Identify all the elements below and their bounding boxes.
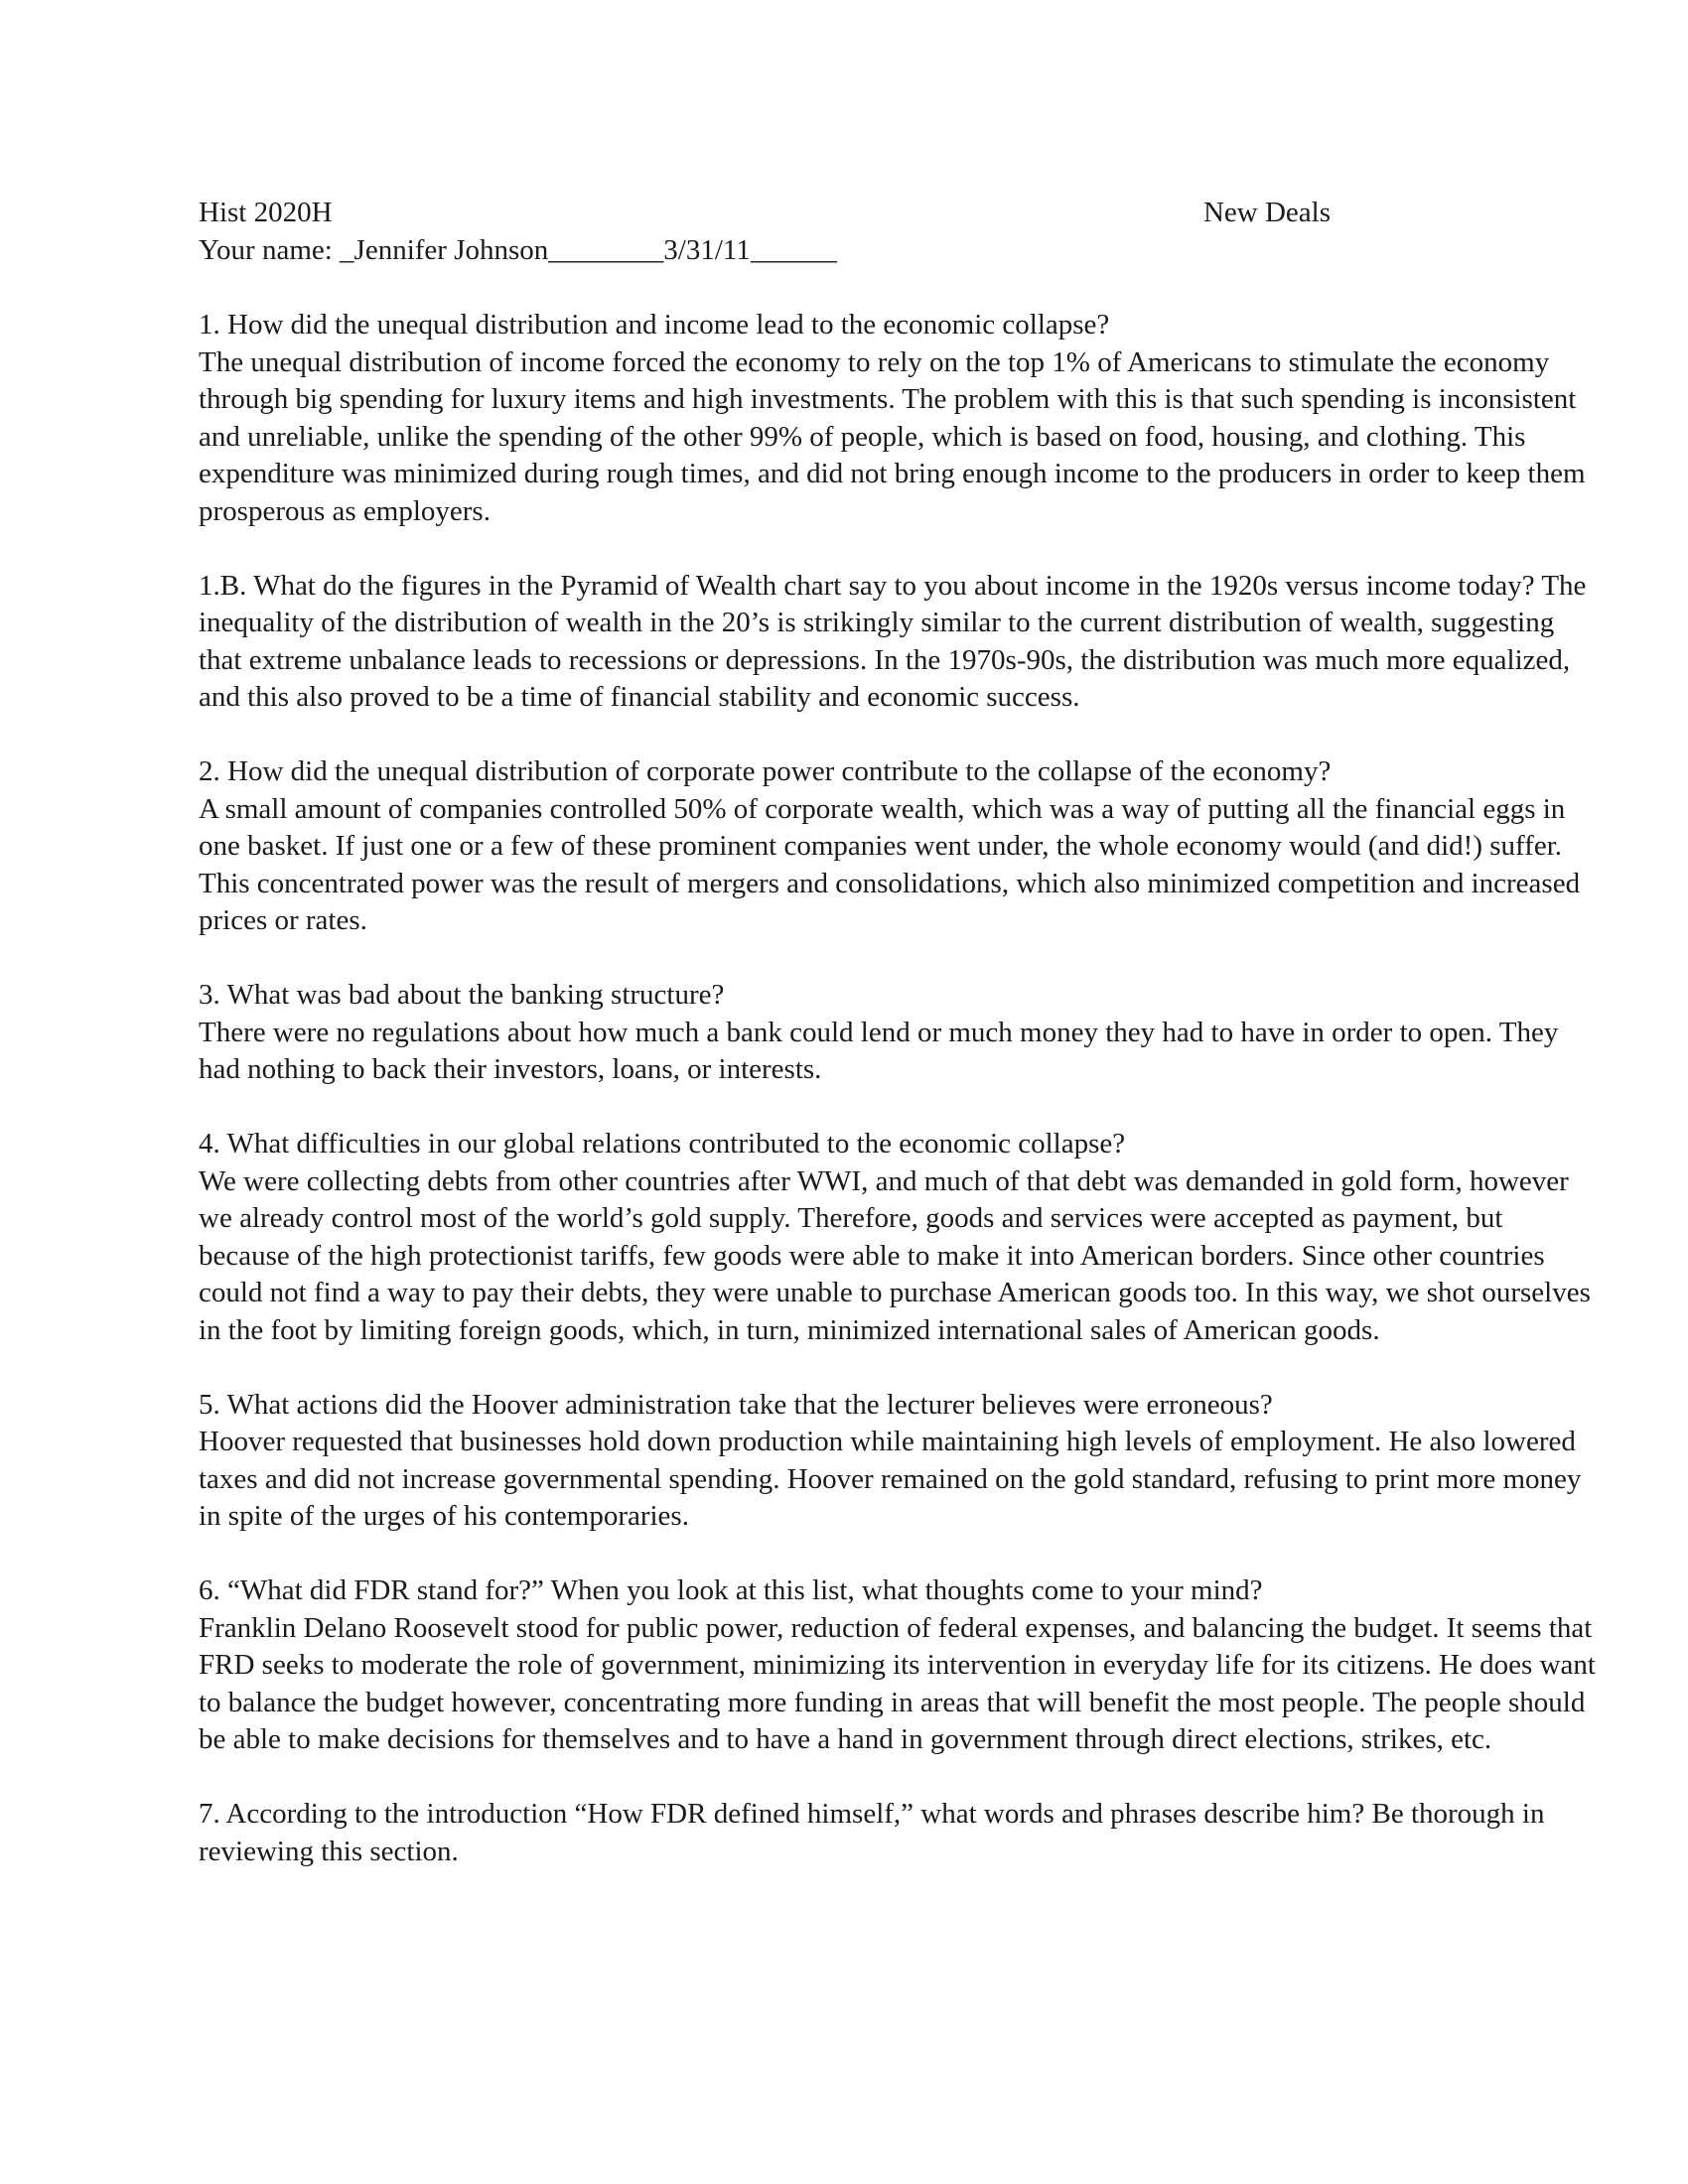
- answer-5: Hoover requested that businesses hold down production while maintaining high levels of employment. He also lowered taxes and did not increase governmental spending. Hoover remained on the gold standard, refusing to print more money in spite of the urges of his contemporaries.: [199, 1426, 1582, 1532]
- answer-1: The unequal distribution of income forced the economy to rely on the top 1% of Americans to stimulate the economy through big spending for luxury items and high investments. The problem with this is that such spending is inconsistent and unreliable, unlike the spending of the other 99% of people, which is based on food, housing, and clothing. This expenditure was minimized during rough times, and did not bring enough income to the producers in order to keep them prosperous as employers.: [199, 345, 1586, 527]
- question-block-3: [199, 977, 1599, 1089]
- question-block-1: [199, 307, 1599, 530]
- question-4: 4. What difficulties in our global relations contributed to the economic collapse?: [199, 1128, 1126, 1160]
- question-block-5: [199, 1387, 1599, 1536]
- question-6: 6. “What did FDR stand for?” When you look at this list, what thoughts come to your mind?: [199, 1574, 1263, 1606]
- question-2: 2. How did the unequal distribution of corporate power contribute to the collapse of the economy?: [199, 755, 1332, 787]
- question-5: 5. What actions did the Hoover administration take that the lecturer believes were erroneous?: [199, 1388, 1273, 1421]
- question-block-2: [199, 753, 1599, 940]
- question-block-6: [199, 1572, 1599, 1759]
- header-row: [199, 195, 1331, 232]
- answer-2: A small amount of companies controlled 50% of corporate wealth, which was a way of putting all the financial eggs in one basket. If just one or a few of these prominent companies went under, the whole economy would (and did!) suffer. This concentrated power was the result of mergers and consolidations, which also minimized competition and increased prices or rates.: [199, 792, 1581, 936]
- question-1: 1. How did the unequal distribution and income lead to the economic collapse?: [199, 309, 1110, 341]
- question-3: 3. What was bad about the banking structure?: [199, 979, 725, 1011]
- document-body: [199, 195, 1599, 1908]
- answer-6: Franklin Delano Roosevelt stood for public power, reduction of federal expenses, and balancing the budget. It seems that FRD seeks to moderate the role of government, minimizing its intervention in everyday life for its citizens. He does want to balance the budget however, concentrating more funding in areas that will benefit the most people. The people should be able to make decisions for themselves and to have a hand in government through direct elections, strikes, etc.: [199, 1611, 1596, 1755]
- assignment-title: New Deals: [1202, 197, 1331, 228]
- question-block-7: [199, 1796, 1599, 1870]
- question-7: 7. According to the introduction “How FDR defined himself,” what words and phrases describe him? Be thorough in reviewing this section.: [199, 1798, 1545, 1867]
- question-1b: 1.B. What do the figures in the Pyramid of Wealth chart say to you about income in the 1920s versus income today? The inequality of the distribution of wealth in the 20’s is strikingly similar to the current distribution of wealth, suggesting that extreme unbalance leads to recessions or depressions. In the 1970s-90s, the distribution was much more equalized, and this also proved to be a time of financial stability and economic success.: [199, 569, 1587, 713]
- answer-4: We were collecting debts from other countries after WWI, and much of that debt was demanded in gold form, however we already control most of the world’s gold supply. Therefore, goods and services were accepted as payment, but because of the high protectionist tariffs, few goods were able to make it into American borders. Since other countries could not find a way to pay their debts, they were unable to purchase American goods too. In this way, we shot ourselves in the foot by limiting foreign goods, which, in turn, minimized international sales of American goods.: [199, 1164, 1591, 1346]
- answer-3: There were no regulations about how much a bank could lend or much money they had to have in order to open. They had nothing to back their investors, loans, or interests.: [199, 1016, 1559, 1085]
- question-block-1b: [199, 568, 1599, 717]
- question-block-4: [199, 1126, 1599, 1349]
- course-code: Hist 2020H: [199, 197, 333, 228]
- student-name-line: Your name: _Jennifer Johnson________3/31/11______: [199, 233, 837, 266]
